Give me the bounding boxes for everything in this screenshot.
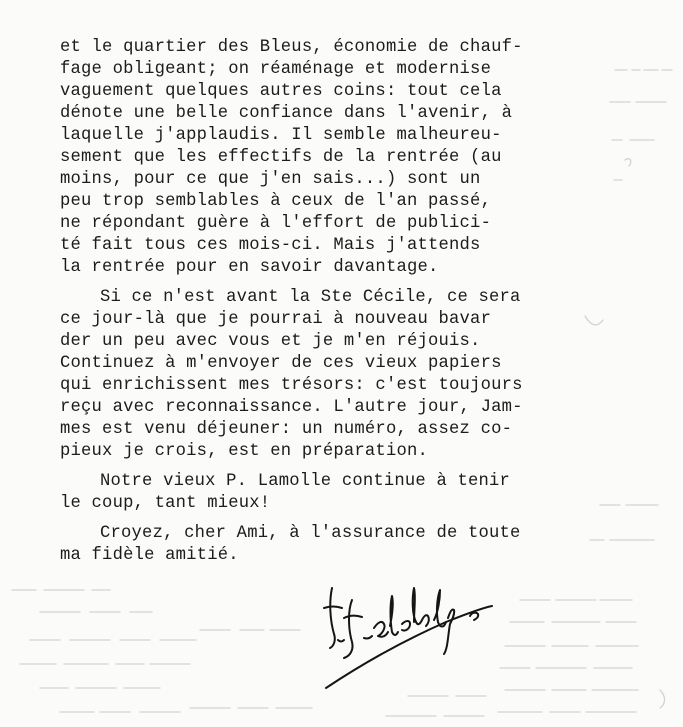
letter-line: dénote une belle confiance dans l'avenir, à [60,104,513,123]
letter-line: sement que les effectifs de la rentrée (au [60,148,502,167]
letter-line: Continuez à m'envoyer de ces vieux papiers [60,354,502,373]
letter-line: fage obligeant; on réaménage et modernise [60,60,492,79]
letter-line: Si ce n'est avant la Ste Cécile, ce sera [100,288,521,307]
letter-line: té fait tous ces mois-ci. Mais j'attends [60,236,481,255]
letter-line: Notre vieux P. Lamolle continue à tenir [100,472,511,491]
letter-line: pieux je crois, est en préparation. [60,442,428,461]
letter-line: la rentrée pour en savoir davantage. [60,258,439,277]
letter-line: ne répondant guère à l'effort de publici- [60,214,492,233]
letter-line: Croyez, cher Ami, à l'assurance de toute [100,524,521,543]
letter-line: reçu avec reconnaissance. L'autre jour, Jam- [60,398,523,417]
handwritten-signature [318,578,518,698]
letter-line: vaguement quelques autres coins: tout cela [60,82,502,101]
letter-line: le coup, tant mieux! [60,494,271,513]
letter-line: ce jour-là que je pourrai à nouveau bavar [60,310,492,329]
letter-line: ma fidèle amitié. [60,546,239,565]
letter-line: der un peu avec vous et je m'en réjouis. [60,332,481,351]
letter-line: laquelle j'applaudis. Il semble malheureu- [60,126,502,145]
letter-line: moins, pour ce que j'en sais...) sont un [60,170,481,189]
letter-line: peu trop semblables à ceux de l'an passé, [60,192,492,211]
letter-line: et le quartier des Bleus, économie de chauf- [60,38,523,57]
letter-line: mes est venu déjeuner: un numéro, assez co- [60,420,513,439]
letter-line: qui enrichissent mes trésors: c'est toujours [60,376,523,395]
